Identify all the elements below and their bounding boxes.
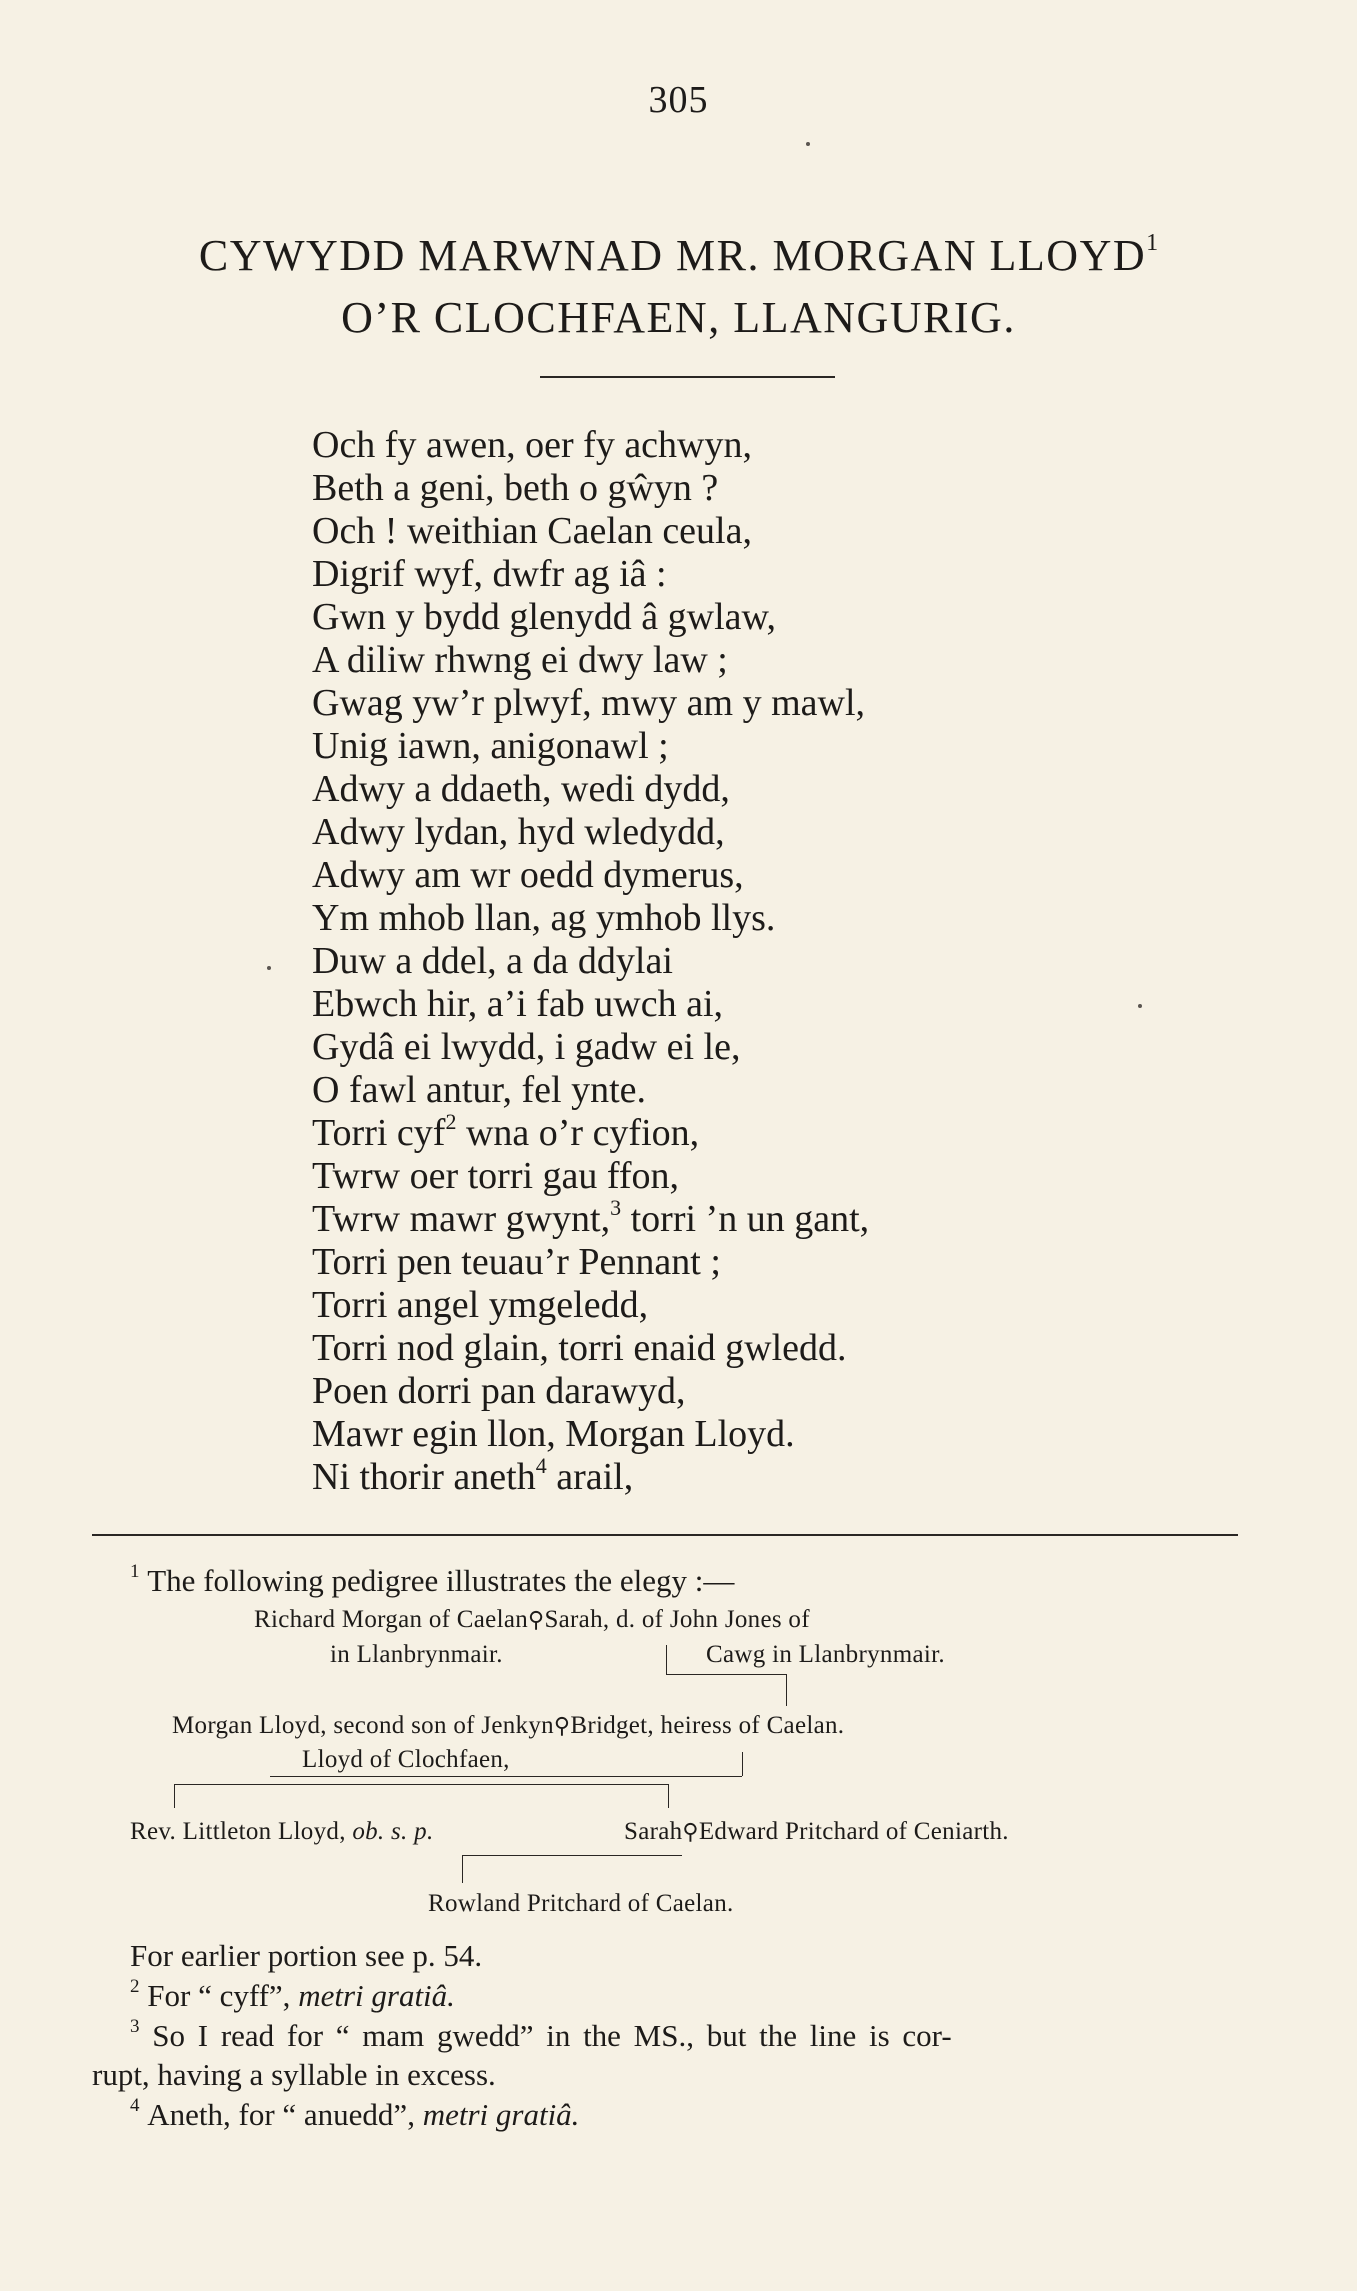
page-speck (1138, 1004, 1142, 1008)
footnote-3-continued: rupt, having a syllable in excess. (92, 2057, 496, 2092)
pedigree-richard-morgan-place: in Llanbrynmair. (330, 1641, 503, 1668)
poem-line (312, 768, 869, 811)
poem-line (312, 1453, 869, 1499)
footnote-2: $^2$ For “ cyff”, metri gratiâ. (130, 1976, 455, 2013)
poem-line (312, 940, 869, 983)
footnote-ref: 3 (610, 1195, 622, 1220)
pedigree-line (462, 1855, 682, 1856)
pedigree-line (668, 1784, 669, 1808)
pedigree-line (666, 1645, 667, 1675)
poem-line-text: Beth a geni, beth o gŵyn ? (312, 467, 719, 509)
poem-line (312, 1155, 869, 1198)
poem-line (312, 510, 869, 553)
poem (312, 424, 869, 1499)
poem-line-text: Och fy awen, oer fy achwyn, (312, 424, 752, 466)
page-speck (806, 142, 810, 146)
marriage-symbol-icon: ⚲ (553, 1713, 571, 1738)
pedigree-line (666, 1674, 786, 1675)
poem-line-text: Digrif wyf, dwfr ag iâ : (312, 553, 667, 595)
pedigree-line (174, 1784, 175, 1808)
poem-line-text: Twrw oer torri gau ffon, (312, 1155, 680, 1197)
marriage-symbol-icon: ⚲ (528, 1607, 545, 1632)
poem-line-text: Adwy a ddaeth, wedi dydd, (312, 768, 730, 810)
poem-line-text: Gwag yw’r plwyf, mwy am y mawl, (312, 682, 866, 724)
title-note-ref: 1 (1146, 230, 1159, 256)
pedigree-rowland-pritchard: Rowland Pritchard of Caelan. (428, 1890, 734, 1917)
poem-line (312, 983, 869, 1026)
poem-line (312, 424, 869, 467)
poem-line (312, 467, 869, 510)
footnote-3: $^3$ So I read for “ mam gwedd” in the MS., but the line is cor- (130, 2016, 952, 2053)
footnote-ref: 2 (445, 1109, 457, 1134)
poem-line (312, 854, 869, 897)
poem-line (312, 1327, 869, 1370)
poem-line (312, 725, 869, 768)
poem-line (312, 1370, 869, 1413)
poem-line-text: Ebwch hir, a’i fab uwch ai, (312, 983, 724, 1025)
page-speck (267, 966, 271, 970)
poem-line-text: Torri cyf (312, 1112, 446, 1154)
pedigree-line (174, 1784, 668, 1785)
page-number: 305 (648, 79, 709, 121)
pedigree-morgan-lloyd: Morgan Lloyd, second son of Jenkyn⚲Bridget, heiress of Caelan. (172, 1712, 845, 1739)
title-line-2: O’R CLOCHFAEN, LLANGURIG. (341, 293, 1016, 342)
poem-line (312, 682, 869, 725)
footnote-1-earlier: For earlier portion see p. 54. (130, 1938, 483, 1973)
title-rule (540, 376, 835, 378)
pedigree-line (786, 1674, 787, 1706)
footnote-rule (92, 1534, 1238, 1536)
poem-line (312, 639, 869, 682)
pedigree-morgan-lloyd-place: Lloyd of Clochfaen, (302, 1746, 510, 1773)
poem-line-text: A diliw rhwng ei dwy law ; (312, 639, 728, 681)
footnote-4: $^4$ Aneth, for “ anuedd”, metri gratiâ. (130, 2095, 580, 2132)
poem-line (312, 1026, 869, 1069)
marriage-symbol-icon: ⚲ (682, 1819, 699, 1844)
pedigree-richard-morgan: Richard Morgan of Caelan⚲Sarah, d. of John Jones of (254, 1606, 810, 1633)
poem-line-text: Gydâ ei lwydd, i gadw ei le, (312, 1026, 741, 1068)
pedigree-line (462, 1855, 463, 1883)
footnote-ref: 4 (535, 1453, 547, 1478)
poem-line-text: Adwy am wr oedd dymerus, (312, 854, 744, 896)
poem-line-text: Ni thorir aneth (312, 1456, 536, 1498)
footnote-1-text: The following pedigree illustrates the elegy :— (147, 1563, 735, 1598)
poem-line-text: Gwn y bydd glenydd â gwlaw, (312, 596, 777, 638)
footnote-number: 3 (130, 2016, 140, 2037)
pedigree-line (270, 1776, 742, 1777)
poem-line-text: Ym mhob llan, ag ymhob llys. (312, 897, 776, 939)
poem-line-text: Adwy lydan, hyd wledydd, (312, 811, 725, 853)
poem-line (312, 596, 869, 639)
footnote-number: 2 (130, 1976, 140, 1997)
poem-line-text: Och ! weithian Caelan ceula, (312, 510, 752, 552)
poem-line (312, 1109, 869, 1155)
poem-line (312, 1195, 870, 1241)
poem-line-text: Unig iawn, anigonawl ; (312, 725, 669, 767)
poem-line-text: Duw a ddel, a da ddylai (312, 940, 673, 982)
poem-line (312, 811, 869, 854)
title-line-1 (0, 230, 1357, 281)
poem-line-text: O fawl antur, fel ynte. (312, 1069, 647, 1111)
poem-line-text-continued: wna o’r cyfion, (456, 1112, 700, 1154)
pedigree-sarah-jones-place: Cawg in Llanbrynmair. (706, 1641, 945, 1668)
title-text: CYWYDD MARWNAD MR. MORGAN LLOYD (198, 231, 1147, 280)
poem-line-text: Torri angel ymgeledd, (312, 1284, 649, 1326)
poem-line-text: Poen dorri pan darawyd, (312, 1370, 686, 1412)
footnote-number: 1 (130, 1561, 140, 1582)
poem-line (312, 1241, 869, 1284)
poem-line-text: Torri nod glain, torri enaid gwledd. (312, 1327, 847, 1369)
poem-line (312, 1069, 869, 1112)
pedigree-line (742, 1752, 743, 1776)
footnote-number: 4 (130, 2095, 140, 2116)
poem-line-text: Torri pen teuau’r Pennant ; (312, 1241, 721, 1283)
poem-line (312, 1413, 869, 1456)
poem-line (312, 553, 869, 596)
poem-line-text: Mawr egin llon, Morgan Lloyd. (312, 1413, 795, 1455)
poem-line-text: Twrw mawr gwynt, (312, 1198, 611, 1240)
poem-line-text-continued: arail, (546, 1456, 634, 1498)
pedigree-sarah-pritchard: Sarah⚲Edward Pritchard of Ceniarth. (624, 1818, 1009, 1845)
poem-line (312, 1284, 869, 1327)
poem-line-text-continued: torri ’n un gant, (621, 1198, 870, 1240)
poem-line (312, 897, 869, 940)
pedigree-littleton-lloyd: Rev. Littleton Lloyd, ob. s. p. (130, 1818, 434, 1845)
footnote-1-intro (130, 1563, 734, 1599)
